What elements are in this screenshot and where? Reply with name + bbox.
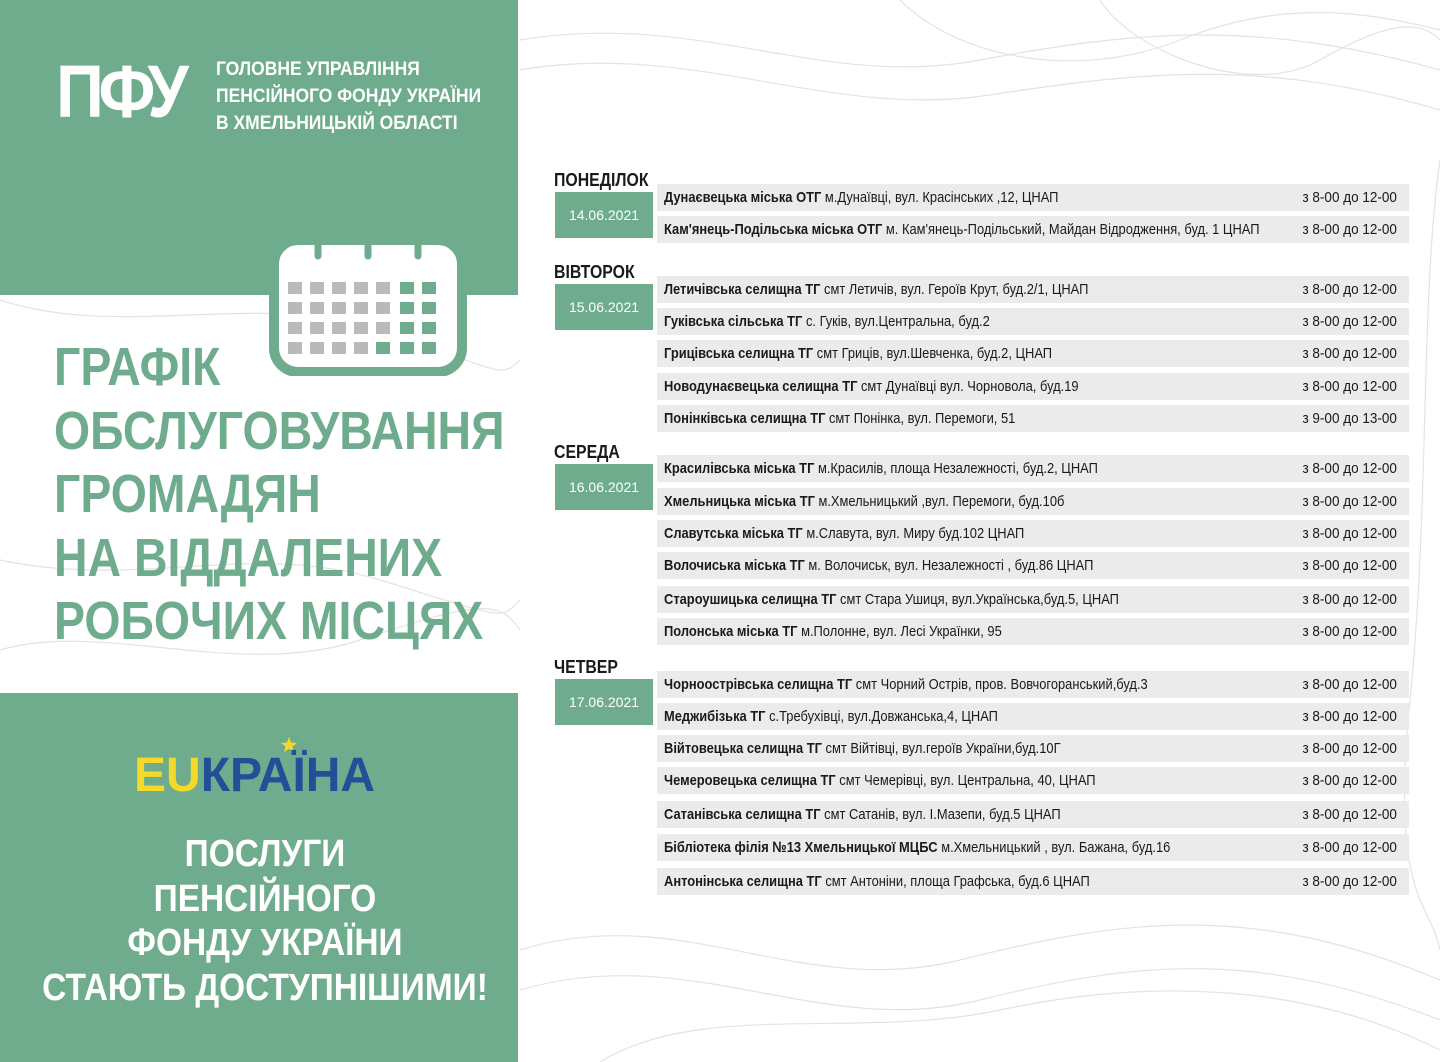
day-name: ЧЕТВЕР bbox=[554, 657, 618, 677]
date-badge: 14.06.2021 bbox=[555, 192, 653, 238]
working-hours: з 8-00 до 12-00 bbox=[1302, 460, 1397, 477]
working-hours: з 8-00 до 12-00 bbox=[1302, 345, 1397, 362]
slogan-line: СТАЮТЬ ДОСТУПНІШИМИ! bbox=[42, 966, 488, 1009]
address: с.Требухівці, вул.Довжанська,4, ЦНАП bbox=[769, 708, 998, 725]
slogan-line: ПЕНСІЙНОГО bbox=[153, 877, 377, 920]
community-name: Антонінська селищна ТГ bbox=[664, 873, 822, 890]
address: смт Летичів, вул. Героїв Крут, буд.2/1, ЦНАП bbox=[824, 281, 1089, 298]
address: м.Славута, вул. Миру буд.102 ЦНАП bbox=[806, 525, 1025, 542]
working-hours: з 8-00 до 12-00 bbox=[1302, 676, 1397, 693]
page-title-line: ГРОМАДЯН bbox=[54, 464, 321, 524]
schedule-row bbox=[657, 618, 1409, 645]
slogan-line: ПОСЛУГИ bbox=[184, 833, 346, 875]
page-title-line: ГРАФІК bbox=[54, 337, 221, 397]
location bbox=[664, 455, 1098, 482]
location bbox=[664, 520, 1024, 547]
organization-name bbox=[216, 56, 481, 137]
working-hours: з 8-00 до 12-00 bbox=[1302, 740, 1397, 757]
location bbox=[664, 735, 1061, 762]
schedule-row bbox=[657, 868, 1409, 895]
pfu-logo: ПФУ bbox=[56, 50, 184, 133]
date-badge: 16.06.2021 bbox=[555, 464, 653, 510]
page-title bbox=[54, 336, 504, 654]
working-hours: з 8-00 до 12-00 bbox=[1302, 281, 1397, 298]
community-name: Летичівська селищна ТГ bbox=[664, 281, 821, 298]
working-hours: з 8-00 до 12-00 bbox=[1302, 221, 1397, 238]
date-badge: 15.06.2021 bbox=[555, 284, 653, 330]
address: м.Хмельницький , вул. Бажана, буд.16 bbox=[941, 839, 1171, 856]
schedule-row bbox=[657, 834, 1409, 861]
schedule-row bbox=[657, 455, 1409, 482]
date-badge: 17.06.2021 bbox=[555, 679, 653, 725]
community-name: Дунаєвецька міська ОТГ bbox=[664, 189, 822, 206]
community-name: Понінківська селищна ТГ bbox=[664, 410, 826, 427]
organization-name-line: ПЕНСІЙНОГО ФОНДУ УКРАЇНИ bbox=[216, 86, 482, 107]
schedule-row bbox=[657, 373, 1409, 400]
community-name: Грицівська селищна ТГ bbox=[664, 345, 814, 362]
community-name: Бібліотека філія №13 Хмельницької МЦБС bbox=[664, 839, 938, 856]
location bbox=[664, 801, 1061, 828]
address: смт Дунаївці вул. Чорновола, буд.19 bbox=[860, 378, 1079, 395]
schedule-row bbox=[657, 671, 1409, 698]
schedule-row bbox=[657, 520, 1409, 547]
schedule-row bbox=[657, 216, 1409, 243]
location bbox=[664, 703, 998, 730]
eu-logo-part: EU bbox=[134, 749, 201, 802]
address: м. Кам'янець-Подільський, Майдан Відродження, буд. 1 ЦНАП bbox=[885, 221, 1260, 238]
address: смт Понінка, вул. Перемоги, 51 bbox=[828, 410, 1016, 427]
location bbox=[664, 373, 1079, 400]
address: смт Чемерівці, вул. Центральна, 40, ЦНАП bbox=[839, 772, 1096, 789]
schedule-row bbox=[657, 552, 1409, 579]
page-title-line: РОБОЧИХ МІСЦЯХ bbox=[54, 591, 484, 651]
schedule-row bbox=[657, 405, 1409, 432]
schedule-row bbox=[657, 703, 1409, 730]
address: смт Чорний Острів, пров. Вовчогоранський,буд.3 bbox=[855, 676, 1148, 693]
working-hours: з 8-00 до 12-00 bbox=[1302, 806, 1397, 823]
working-hours: з 9-00 до 13-00 bbox=[1302, 410, 1397, 427]
schedule-row bbox=[657, 586, 1409, 613]
day-name: ПОНЕДІЛОК bbox=[554, 170, 649, 190]
location bbox=[664, 552, 1093, 579]
schedule-row bbox=[657, 735, 1409, 762]
location bbox=[664, 618, 1002, 645]
location bbox=[664, 276, 1088, 303]
schedule-row bbox=[657, 340, 1409, 367]
location bbox=[664, 671, 1148, 698]
community-name: Гуківська сільська ТГ bbox=[664, 313, 803, 330]
address: смт Гриців, вул.Шевченка, буд.2, ЦНАП bbox=[816, 345, 1053, 362]
community-name: Сатанівська селищна ТГ bbox=[664, 806, 821, 823]
community-name: Красилівська міська ТГ bbox=[664, 460, 815, 477]
working-hours: з 8-00 до 12-00 bbox=[1302, 313, 1397, 330]
schedule-row bbox=[657, 488, 1409, 515]
eu-logo-part: КРАЇНА bbox=[200, 749, 376, 802]
day-name: ВІВТОРОК bbox=[554, 262, 635, 282]
location bbox=[664, 767, 1096, 794]
location bbox=[664, 405, 1015, 432]
location bbox=[664, 488, 1064, 515]
community-name: Хмельницька міська ТГ bbox=[664, 493, 815, 510]
schedule-row bbox=[657, 308, 1409, 335]
schedule-row bbox=[657, 767, 1409, 794]
community-name: Меджибізька ТГ bbox=[664, 708, 766, 725]
schedule-row bbox=[657, 184, 1409, 211]
location bbox=[664, 834, 1170, 861]
community-name: Славутська міська ТГ bbox=[664, 525, 803, 542]
working-hours: з 8-00 до 12-00 bbox=[1302, 378, 1397, 395]
eukraina-logo bbox=[134, 740, 394, 800]
location bbox=[664, 216, 1260, 243]
location bbox=[664, 308, 990, 335]
day-name: СЕРЕДА bbox=[554, 442, 620, 462]
working-hours: з 8-00 до 12-00 bbox=[1302, 591, 1397, 608]
community-name: Чемеровецька селищна ТГ bbox=[664, 772, 836, 789]
community-name: Полонська міська ТГ bbox=[664, 623, 798, 640]
working-hours: з 8-00 до 12-00 bbox=[1302, 493, 1397, 510]
slogan-line: ФОНДУ УКРАЇНИ bbox=[127, 922, 403, 964]
address: м. Волочиськ, вул. Незалежності , буд.86 ЦНАП bbox=[808, 557, 1094, 574]
community-name: Чорноострівська селищна ТГ bbox=[664, 676, 853, 693]
working-hours: з 8-00 до 12-00 bbox=[1302, 772, 1397, 789]
page-title-line: ОБСЛУГОВУВАННЯ bbox=[54, 400, 505, 461]
address: с. Гуків, вул.Центральна, буд.2 bbox=[805, 313, 990, 330]
location bbox=[664, 340, 1052, 367]
slogan bbox=[0, 832, 530, 1010]
working-hours: з 8-00 до 12-00 bbox=[1302, 623, 1397, 640]
community-name: Кам'янець-Подільська міська ОТГ bbox=[664, 221, 883, 238]
address: м.Красилів, площа Незалежності, буд.2, ЦНАП bbox=[817, 460, 1098, 477]
address: смт Стара Ушиця, вул.Українська,буд.5, ЦНАП bbox=[840, 591, 1119, 608]
working-hours: з 8-00 до 12-00 bbox=[1302, 525, 1397, 542]
organization-name-line: В ХМЕЛЬНИЦЬКІЙ ОБЛАСТІ bbox=[216, 113, 458, 134]
address: м.Полонне, вул. Лесі Українки, 95 bbox=[801, 623, 1002, 640]
calendar-icon bbox=[268, 226, 468, 376]
schedule-row bbox=[657, 276, 1409, 303]
community-name: Новодунаєвецька селищна ТГ bbox=[664, 378, 858, 395]
location bbox=[664, 184, 1058, 211]
working-hours: з 8-00 до 12-00 bbox=[1302, 557, 1397, 574]
working-hours: з 8-00 до 12-00 bbox=[1302, 873, 1397, 890]
working-hours: з 8-00 до 12-00 bbox=[1302, 189, 1397, 206]
working-hours: з 8-00 до 12-00 bbox=[1302, 839, 1397, 856]
address: м.Хмельницький ,вул. Перемоги, буд.10б bbox=[818, 493, 1065, 510]
schedule-row bbox=[657, 801, 1409, 828]
community-name: Волочиська міська ТГ bbox=[664, 557, 805, 574]
location bbox=[664, 868, 1090, 895]
organization-name-line: ГОЛОВНЕ УПРАВЛІННЯ bbox=[216, 59, 420, 80]
page-title-line: НА ВІДДАЛЕНИХ bbox=[54, 527, 443, 588]
community-name: Війтовецька селищна ТГ bbox=[664, 740, 822, 757]
location bbox=[664, 586, 1119, 613]
address: смт Війтівці, вул.героїв України,буд.10Г bbox=[825, 740, 1061, 757]
address: м.Дунаївці, вул. Красінських ,12, ЦНАП bbox=[824, 189, 1059, 206]
working-hours: з 8-00 до 12-00 bbox=[1302, 708, 1397, 725]
community-name: Староушицька селищна ТГ bbox=[664, 591, 837, 608]
address: смт Сатанів, вул. І.Мазепи, буд.5 ЦНАП bbox=[824, 806, 1061, 823]
address: смт Антоніни, площа Графська, буд.6 ЦНАП bbox=[825, 873, 1090, 890]
